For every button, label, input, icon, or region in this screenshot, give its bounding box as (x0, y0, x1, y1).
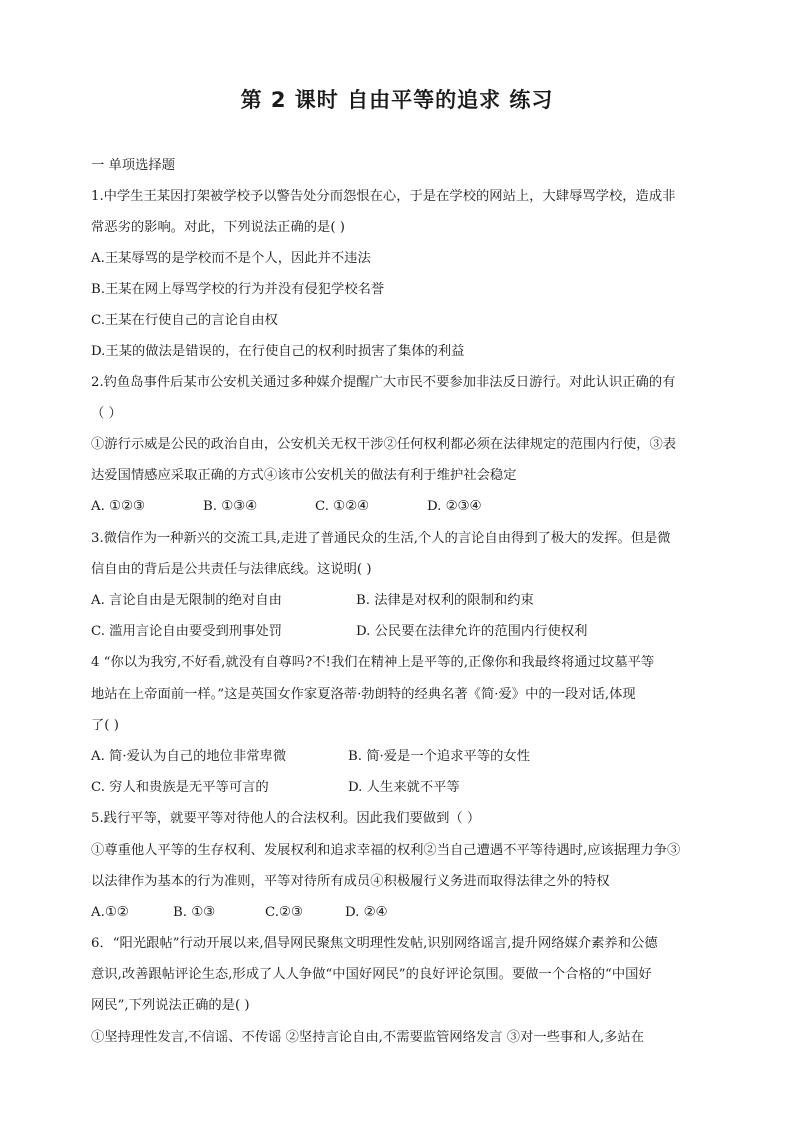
q1-option-c: C.王某在行使自己的言论自由权 (91, 313, 278, 328)
q6-stem-line-2: 意识,改善跟帖评论生态,形成了人人争做“中国好网民”的良好评论氛围。要做一个合格的“中国好 (91, 967, 652, 982)
section-heading: 一 单项选择题 (91, 158, 176, 173)
q3-option-b: B. 法律是对权利的限制和约束 (356, 593, 534, 608)
q4-stem-line-1: 4 “你以为我穷,不好看,就没有自尊吗?不!我们在精神上是平等的,正像你和我最终将通过坟墓平等 (91, 655, 655, 670)
q6-stem-line-3: 网民”,下列说法正确的是( ) (91, 998, 250, 1013)
q2-stem-line-3: ①游行示威是公民的政治自由，公安机关无权干涉②任何权利都必须在法律规定的范围内行使，③表 (91, 437, 677, 452)
q1-stem-line-1: 1.中学生王某因打架被学校予以警告处分而怨恨在心，于是在学校的网站上，大肆辱骂学校，造成非 (91, 189, 676, 204)
q5-stem-line-1: 5.践行平等，就要平等对待他人的合法权利。因此我们要做到（ ） (91, 811, 481, 826)
q5-stem-line-3: 以法律作为基本的行为准则，平等对待所有成员④积极履行义务进而取得法律之外的特权 (91, 874, 610, 889)
q4-option-b: B. 简·爱是一个追求平等的女性 (348, 749, 531, 764)
q6-stem-line-4: ①坚持理性发言,不信谣、不传谣 ②坚持言论自由,不需要监管网络发言 ③对一些事和人,多站在 (91, 1030, 645, 1045)
q3-option-d: D. 公民要在法律允许的范围内行使权利 (356, 624, 588, 639)
q5-option-c: C.②③ (265, 905, 303, 920)
page-title: 第 2 课时 自由平等的追求 练习 (240, 88, 554, 112)
q2-option-b: B. ①③④ (203, 499, 257, 514)
q2-option-d: D. ②③④ (427, 499, 482, 514)
q2-option-a: A. ①②③ (91, 499, 145, 514)
q4-option-c: C. 穷人和贵族是无平等可言的 (91, 780, 269, 795)
q1-option-a: A.王某辱骂的是学校而不是个人，因此并不违法 (91, 251, 371, 266)
q3-stem-line-1: 3.微信作为一种新兴的交流工具,走进了普通民众的生活,个人的言论自由得到了极大的发挥。但是微 (91, 531, 671, 546)
q4-stem-line-3: 了( ) (91, 718, 119, 733)
q2-stem-line-1: 2.钓鱼岛事件后某市公安机关通过多种媒介提醒广大市民不要参加非法反日游行。对此认识正确的有 (91, 375, 676, 390)
q1-option-b: B.王某在网上辱骂学校的行为并没有侵犯学校名誉 (91, 282, 385, 297)
q1-stem-line-2: 常恶劣的影响。对此，下列说法正确的是( ) (91, 220, 345, 235)
q4-option-d: D. 人生来就不平等 (348, 780, 460, 795)
q5-option-a: A.①② (91, 905, 129, 920)
q2-stem-line-4: 达爱国情感应采取正确的方式④该市公安机关的做法有利于维护社会稳定 (91, 468, 517, 483)
q3-option-a: A. 言论自由是无限制的绝对自由 (91, 593, 282, 608)
q2-stem-line-2: （ ） (91, 406, 122, 421)
q3-option-c: C. 滥用言论自由要受到刑事处罚 (91, 624, 283, 639)
q1-option-d: D.王某的做法是错误的，在行使自己的权利时损害了集体的利益 (91, 344, 465, 359)
q4-stem-line-2: 地站在上帝面前一样。”这是英国女作家夏洛蒂·勃朗特的经典名著《简·爱》中的一段对话,体现 (91, 687, 636, 702)
q2-option-c: C. ①②④ (315, 499, 369, 514)
q4-option-a: A. 简·爱认为自己的地位非常卑微 (91, 749, 287, 764)
q6-stem-line-1: 6．“阳光跟帖”行动开展以来,倡导网民聚焦文明理性发帖,识别网络谣言,提升网络媒介素养和公德 (91, 936, 658, 951)
q3-stem-line-2: 信自由的背后是公共责任与法律底线。这说明( ) (91, 562, 372, 577)
q5-option-b: B. ①③ (173, 905, 216, 920)
q5-option-d: D. ②④ (345, 905, 388, 920)
q5-stem-line-2: ①尊重他人平等的生存权利、发展权利和追求幸福的权利②当自己遭遇不平等待遇时,应该据理力争③ (91, 843, 681, 858)
